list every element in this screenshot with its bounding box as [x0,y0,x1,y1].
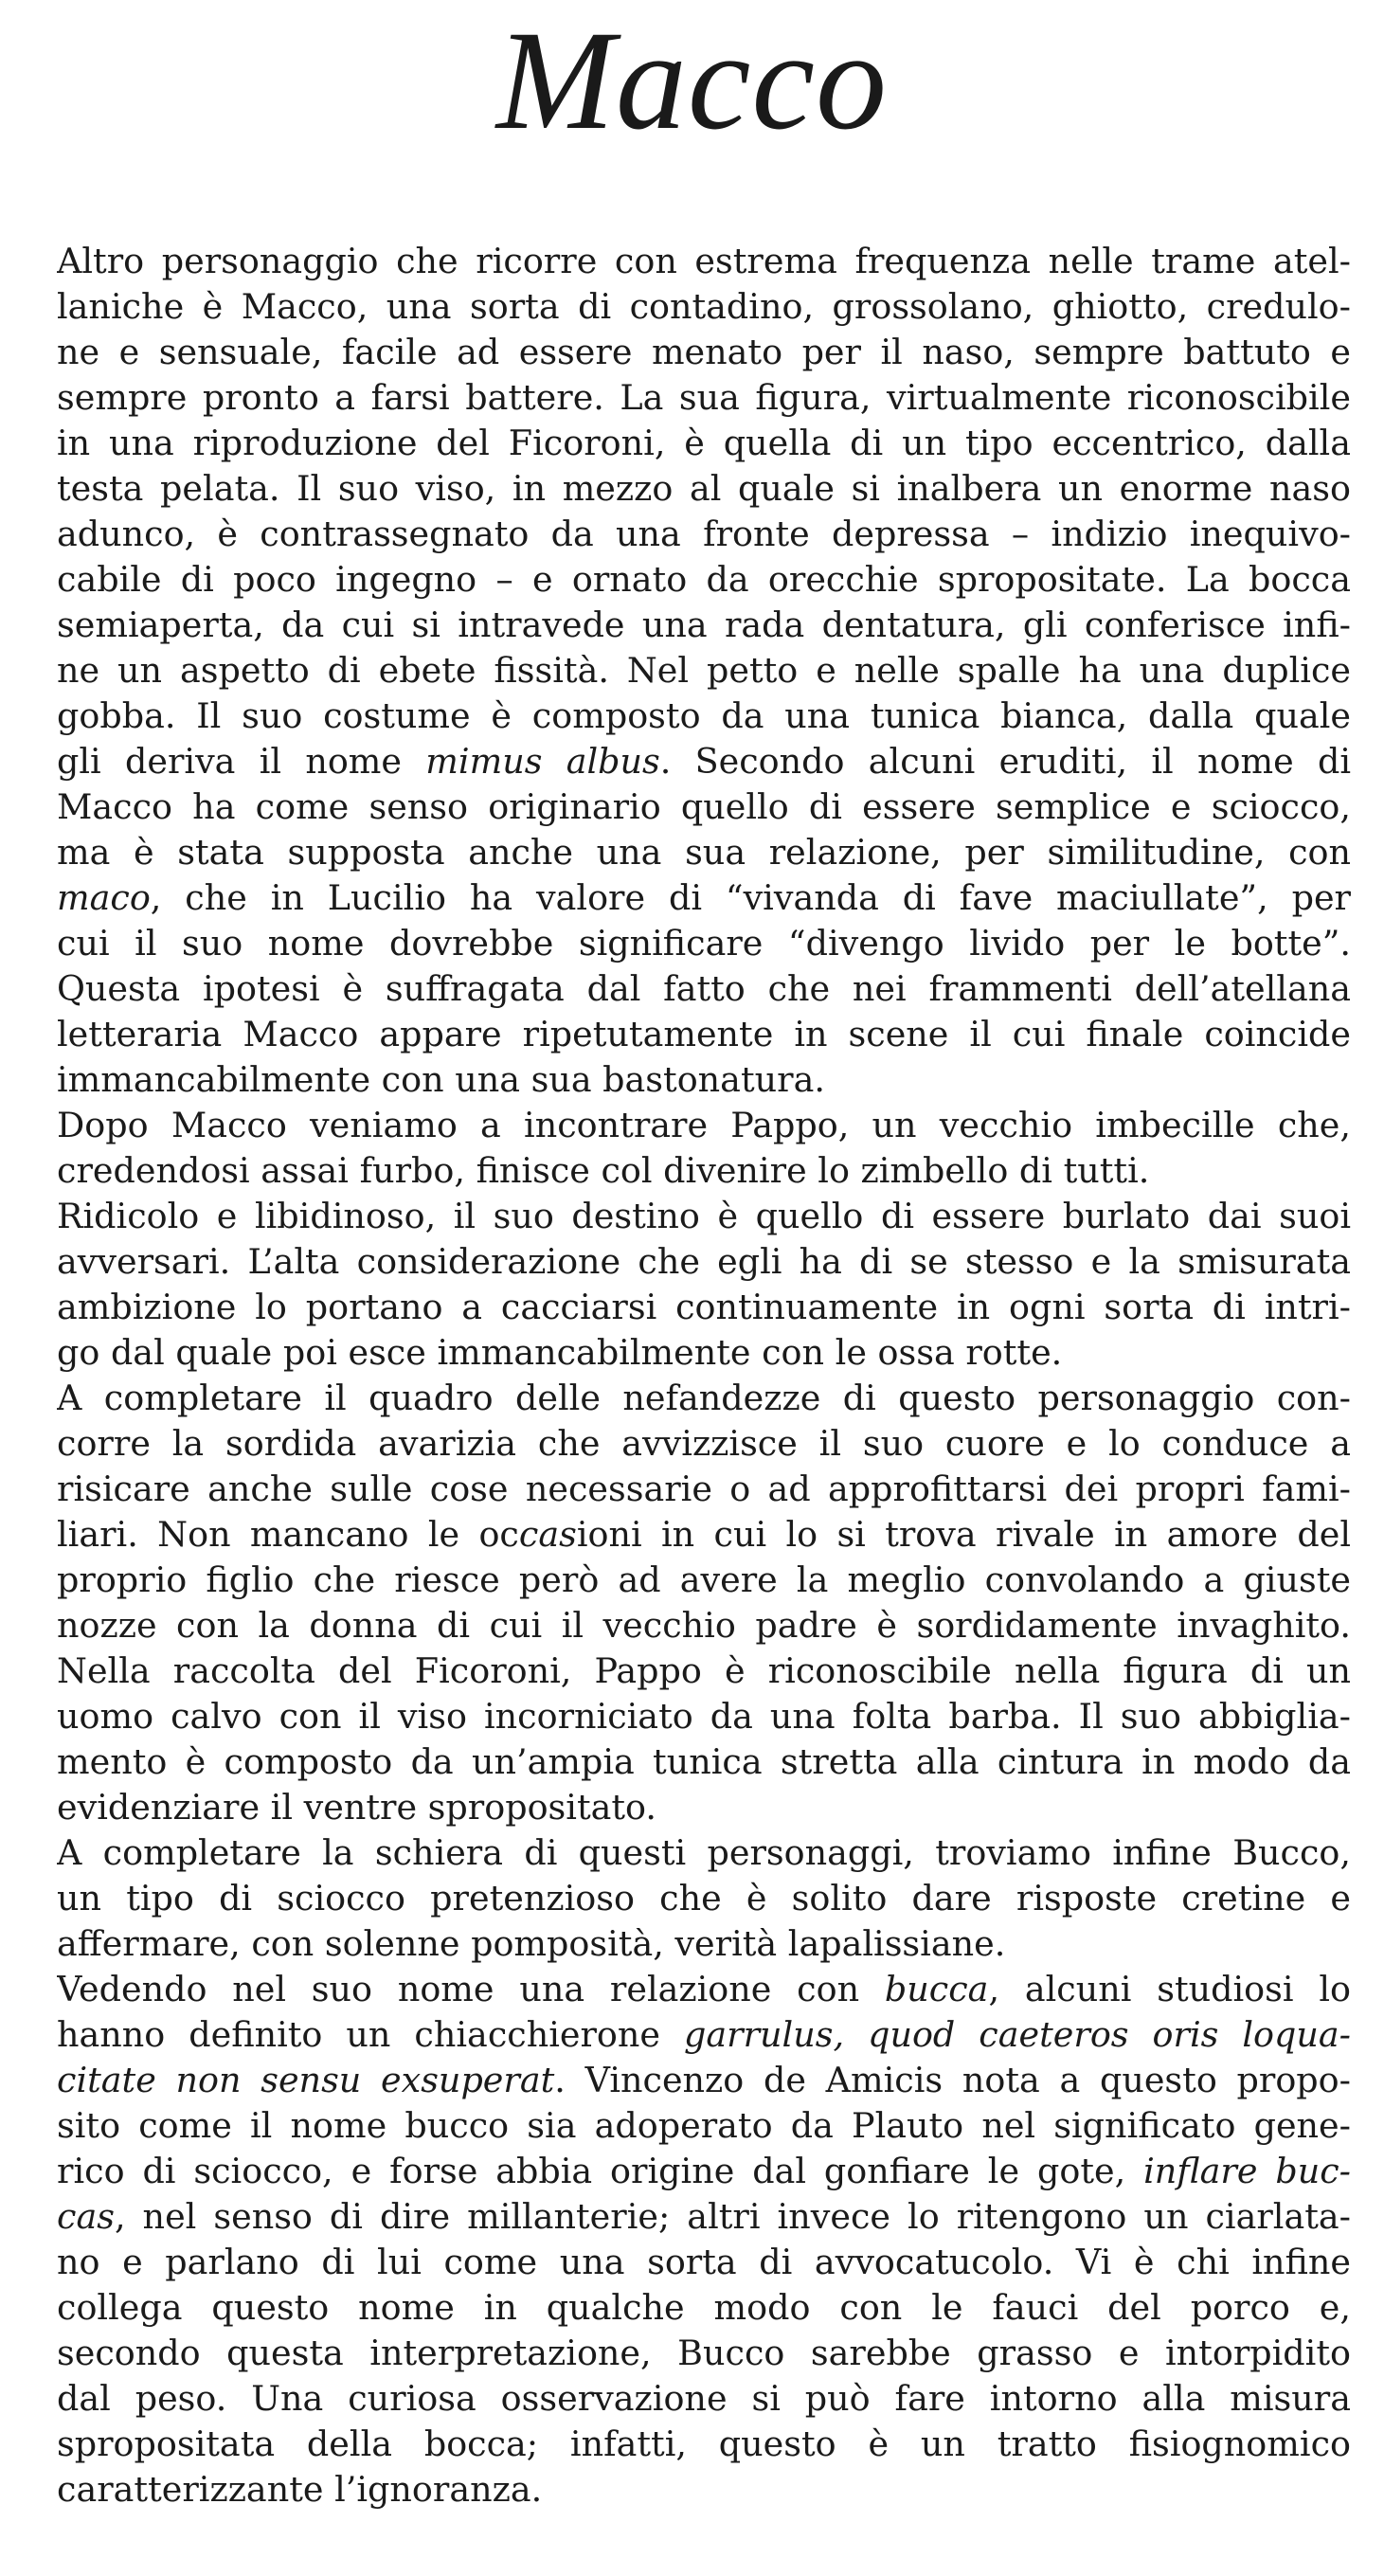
text-line: sito come il nome bucco sia adoperato da Plauto nel significato gene- [57,2105,1351,2146]
text-line: immancabilmente con una sua bastonatura. [57,1059,825,1100]
text-line: letteraria Macco appare ripetutamente in scene il cui finale coincide [57,1014,1351,1054]
text-line: A completare la schiera di questi personaggi, troviamo infine Bucco, [57,1832,1351,1873]
text-line: gobba. Il suo costume è composto da una tunica bianca, dalla quale [57,695,1351,736]
text-line: mento è composto da un’ampia tunica stretta alla cintura in modo da [57,1741,1351,1782]
text-line: cabile di poco ingegno – e ornato da orecchie spropositate. La bocca [57,559,1351,600]
text-line: avversari. L’alta considerazione che egli ha di se stesso e la smisurata [57,1241,1351,1282]
page-title: Macco [495,2,889,159]
text-line: liari. Non mancano le occasioni in cui lo si trova rivale in amore del [57,1514,1351,1555]
text-line: hanno definito un chiacchierone garrulus, quod caeteros oris loqua- [57,2014,1351,2055]
text-line: secondo questa interpretazione, Bucco sarebbe grasso e intorpidito [57,2333,1351,2373]
text-line: Ridicolo e libidinoso, il suo destino è quello di essere burlato dai suoi [57,1196,1351,1236]
text-line: citate non sensu exsuperat. Vincenzo de Amicis nota a questo propo- [57,2060,1351,2100]
text-line: Nella raccolta del Ficoroni, Pappo è riconoscibile nella figura di un [57,1650,1351,1691]
text-line: nozze con la donna di cui il vecchio padre è sordidamente invaghito. [57,1605,1351,1646]
text-line: ma è stata supposta anche una sua relazione, per similitudine, con [57,832,1351,873]
text-line: no e parlano di lui come una sorta di avvocatucolo. Vi è chi infine [57,2242,1351,2282]
text-line: adunco, è contrassegnato da una fronte depressa – indizio inequivo- [57,513,1351,554]
text-line: Vedendo nel suo nome una relazione con bucca, alcuni studiosi lo [57,1969,1351,2009]
text-line: semiaperta, da cui si intravede una rada dentatura, gli conferisce infi- [57,604,1351,645]
text-line: caratterizzante l’ignoranza. [57,2469,543,2510]
text-line: laniche è Macco, una sorta di contadino, grossolano, ghiotto, credulo- [57,286,1351,327]
text-line: A completare il quadro delle nefandezze di questo personaggio con- [57,1378,1351,1418]
italic-term: garrulus, quod caeteros oris loqua- [684,2014,1351,2055]
italic-term: bucca [884,1969,989,2009]
text-line: ambizione lo portano a cacciarsi continuamente in ogni sorta di intri- [57,1287,1351,1327]
text-line: risicare anche sulle cose necessarie o ad approfittarsi dei propri fami- [57,1468,1351,1509]
text-line: rico di sciocco, e forse abbia origine dal gonfiare le gote, inflare buc- [57,2151,1351,2191]
text-line: uomo calvo con il viso incorniciato da una folta barba. Il suo abbiglia- [57,1696,1351,1737]
italic-term: cas [518,1514,577,1555]
italic-term: inflare buc- [1143,2151,1351,2191]
text-line: ne e sensuale, facile ad essere menato per il naso, sempre battuto e [57,332,1351,372]
text-line: Macco ha come senso originario quello di essere semplice e sciocco, [57,786,1351,827]
text-line: testa pelata. Il suo viso, in mezzo al quale si inalbera un enorme naso [57,468,1351,509]
text-line: cui il suo nome dovrebbe significare “divengo livido per le botte”. [57,923,1351,964]
text-line: corre la sordida avarizia che avvizzisce il suo cuore e lo conduce a [57,1423,1351,1464]
text-line: proprio figlio che riesce però ad avere la meglio convolando a giuste [57,1559,1351,1600]
text-line: in una riproduzione del Ficoroni, è quella di un tipo eccentrico, dalla [57,423,1351,463]
text-line: credendosi assai furbo, finisce col divenire lo zimbello di tutti. [57,1150,1150,1191]
italic-term: citate non sensu exsuperat [57,2060,555,2100]
text-line: sempre pronto a farsi battere. La sua figura, virtualmente riconoscibile [57,377,1351,418]
text-line: maco, che in Lucilio ha valore di “vivanda di fave maciullate”, per [57,877,1351,918]
italic-term: mimus albus [425,741,660,782]
text-line: evidenziare il ventre spropositato. [57,1787,656,1828]
text-line: affermare, con solenne pomposità, verità lapalissiane. [57,1923,1006,1964]
text-line: Dopo Macco veniamo a incontrare Pappo, un vecchio imbecille che, [57,1105,1351,1145]
text-line: dal peso. Una curiosa osservazione si può fare intorno alla misura [57,2378,1351,2419]
text-line: go dal quale poi esce immancabilmente con le ossa rotte. [57,1332,1063,1373]
italic-term: maco [57,877,151,918]
text-line: gli deriva il nome mimus albus. Secondo alcuni eruditi, il nome di [57,741,1351,782]
italic-term: cas [57,2196,115,2237]
text-line: un tipo di sciocco pretenzioso che è solito dare risposte cretine e [57,1878,1351,1918]
text-line: ne un aspetto di ebete fissità. Nel petto e nelle spalle ha una duplice [57,650,1351,691]
text-line: Altro personaggio che ricorre con estrema frequenza nelle trame atel- [57,241,1351,281]
text-line: cas, nel senso di dire millanterie; altri invece lo ritengono un ciarlata- [57,2196,1351,2237]
text-line: spropositata della bocca; infatti, questo è un tratto fisiognomico [57,2423,1351,2464]
text-line: Questa ipotesi è suffragata dal fatto che nei frammenti dell’atellana [57,968,1351,1009]
body-text [57,239,1351,2513]
text-line: collega questo nome in qualche modo con le fauci del porco e, [57,2287,1351,2328]
